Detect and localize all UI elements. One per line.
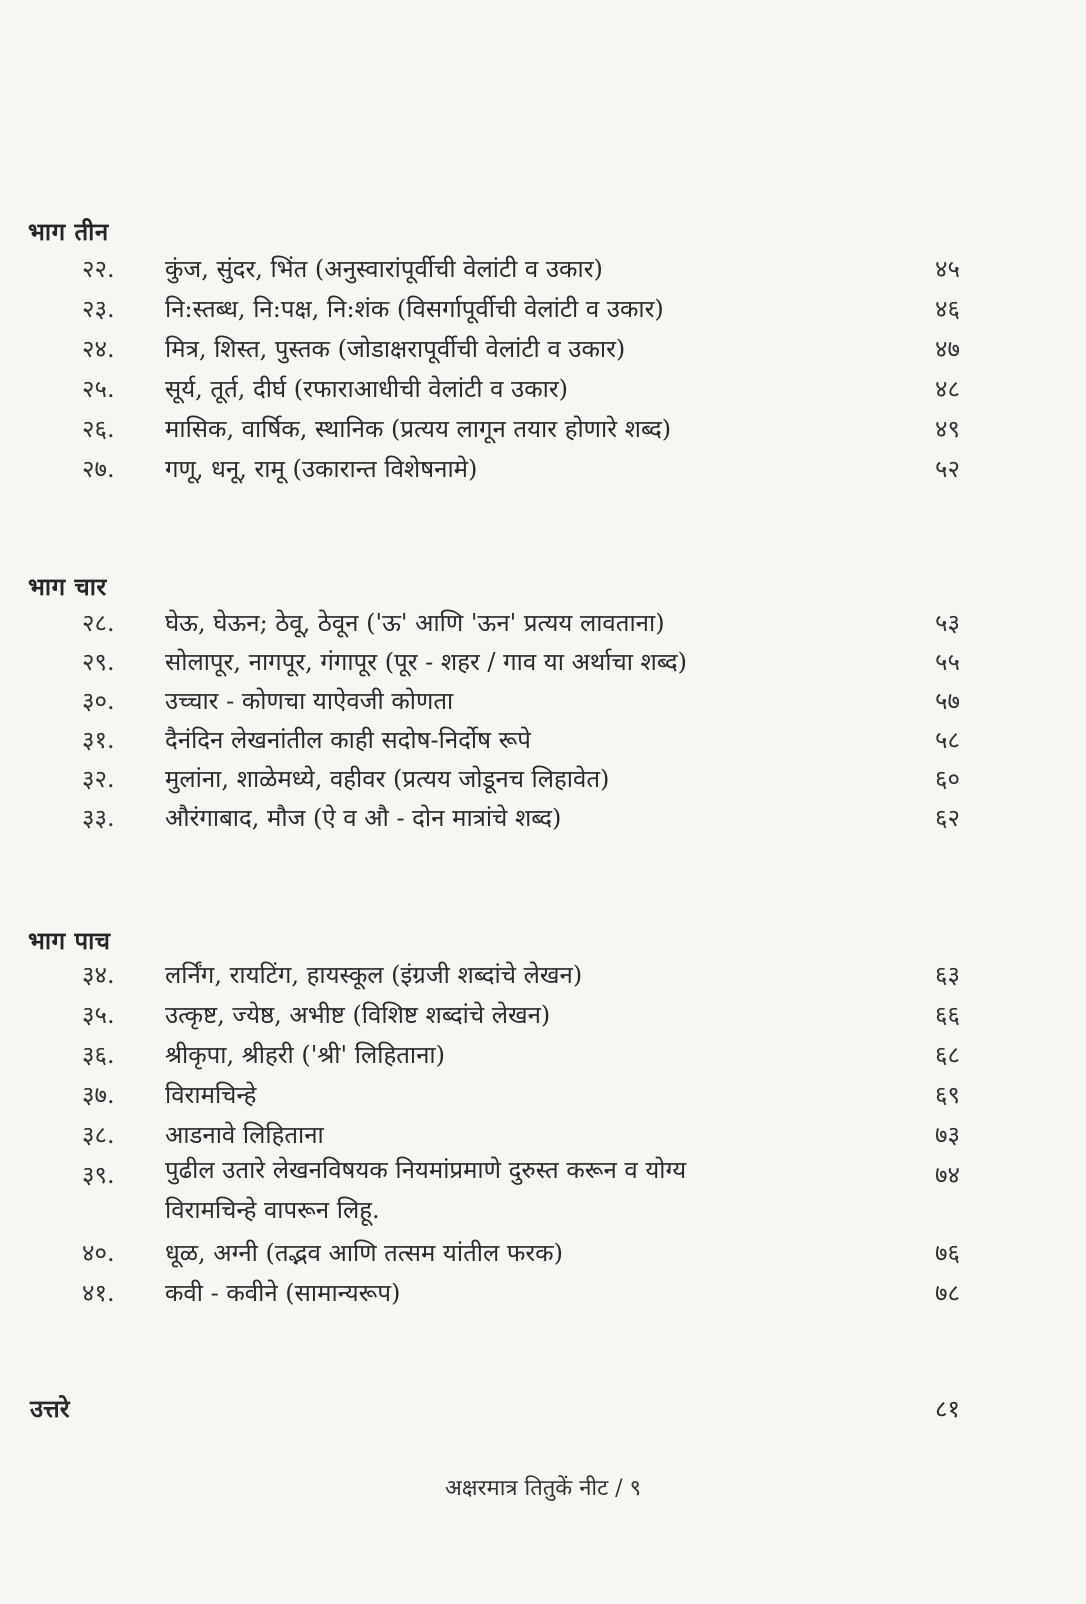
entry-number: ३१.: [82, 726, 115, 754]
entry-title: उत्कृष्ट, ज्येष्ठ, अभीष्ट (विशिष्ट शब्दांचे लेखन): [165, 1001, 551, 1029]
entry-title: गणू, धनू, रामू (उकारान्त विशेषनामे): [165, 455, 478, 483]
entry-title: मित्र, शिस्त, पुस्तक (जोडाक्षरापूर्वीची वेलांटी व उकार): [165, 335, 626, 363]
entry-number: २९.: [82, 648, 115, 676]
entry-page: ६९: [935, 1081, 960, 1109]
entry-title: लर्निंग, रायटिंग, हायस्कूल (इंग्रजी शब्दांचे लेखन): [165, 961, 583, 989]
entry-title: कवी - कवीने (सामान्यरूप): [165, 1279, 401, 1307]
toc-entry: [0, 1038, 1086, 1078]
entry-title: औरंगाबाद, मौज (ऐ व औ - दोन मात्रांचे शब्द): [165, 804, 562, 832]
entry-title: सोलापूर, नागपूर, गंगापूर (पूर - शहर / गाव या अर्थाचा शब्द): [165, 648, 687, 676]
entry-title: विरामचिन्हे: [165, 1081, 257, 1109]
entry-number: २३.: [82, 295, 115, 323]
toc-entry: [0, 606, 1086, 646]
toc-entry: [0, 801, 1086, 841]
answers-page: ८१: [935, 1395, 960, 1423]
entry-title: नि:स्तब्ध, नि:पक्ष, नि:शंक (विसर्गापूर्वीची वेलांटी व उकार): [165, 295, 664, 323]
entry-title: घेऊ, घेऊन; ठेवू, ठेवून ('ऊ' आणि 'ऊन' प्रत्यय लावताना): [165, 609, 665, 637]
entry-title: उच्चार - कोणचा याऐवजी कोणता: [165, 687, 454, 715]
toc-entry: [0, 332, 1086, 372]
entry-page: ४५: [935, 255, 960, 283]
entry-title: आडनावे लिहिताना: [165, 1121, 324, 1149]
entry-title: पुढील उतारे लेखनविषयक नियमांप्रमाणे दुरुस्त करून व योग्य विरामचिन्हे वापरून लिहू.: [165, 1156, 687, 1224]
entry-page: ४६: [935, 295, 960, 323]
entry-page: ६६: [935, 1001, 960, 1029]
entry-number: ३३.: [82, 804, 115, 832]
entry-page: ५७: [935, 687, 960, 715]
section-title: भाग तीन: [28, 217, 109, 246]
answers-label: उत्तरे: [30, 1394, 70, 1423]
entry-number: ३६.: [82, 1041, 115, 1069]
entry-page: ४७: [935, 335, 960, 363]
entry-number: ३४.: [82, 961, 115, 989]
entry-number: ४१.: [82, 1279, 115, 1307]
entry-title: दैनंदिन लेखनांतील काही सदोष-निर्दोष रूपे: [165, 726, 531, 754]
entry-title: धूळ, अग्नी (तद्भव आणि तत्सम यांतील फरक): [165, 1239, 563, 1267]
toc-entry: [0, 762, 1086, 802]
entry-page: ६०: [935, 765, 960, 793]
entry-number: ३५.: [82, 1001, 115, 1029]
entry-number: ३७.: [82, 1081, 115, 1109]
entry-page: ५३: [935, 609, 960, 637]
entry-title: श्रीकृपा, श्रीहरी ('श्री' लिहिताना): [165, 1041, 445, 1069]
toc-entry: [0, 684, 1086, 724]
entry-page: ७६: [935, 1239, 960, 1267]
entry-page: ५८: [935, 726, 960, 754]
entry-number: ३८.: [82, 1121, 115, 1149]
entry-page: ४९: [935, 415, 960, 443]
entry-title: मुलांना, शाळेमध्ये, वहीवर (प्रत्यय जोडूनच लिहावेत): [165, 765, 610, 793]
entry-number: २५.: [82, 375, 115, 403]
entry-page: ६२: [935, 804, 960, 832]
toc-entry: [0, 252, 1086, 292]
toc-entry: [0, 412, 1086, 452]
entry-number: २६.: [82, 415, 115, 443]
entry-number: २४.: [82, 335, 115, 363]
toc-entry: [0, 645, 1086, 685]
toc-entry: [0, 452, 1086, 492]
entry-page: ६८: [935, 1041, 960, 1069]
section-title: भाग पाच: [28, 926, 111, 955]
entry-number: २८.: [82, 609, 115, 637]
toc-entry: [0, 292, 1086, 332]
entry-title: सूर्य, तूर्त, दीर्घ (रफाराआधीची वेलांटी व उकार): [165, 375, 569, 403]
entry-page: ७८: [935, 1279, 960, 1307]
toc-entry: [0, 1078, 1086, 1118]
entry-page: ५२: [935, 455, 960, 483]
entry-page: ७३: [935, 1121, 960, 1149]
entry-number: ३२.: [82, 765, 115, 793]
entry-number: ३०.: [82, 687, 115, 715]
entry-page: ५५: [935, 648, 960, 676]
entry-page: ४८: [935, 375, 960, 403]
section-title: भाग चार: [28, 572, 107, 601]
toc-entry: [0, 1158, 1086, 1238]
toc-entry: [0, 372, 1086, 412]
entry-number: २२.: [82, 255, 115, 283]
toc-entry: [0, 1236, 1086, 1276]
entry-title: कुंज, सुंदर, भिंत (अनुस्वारांपूर्वीची वेलांटी व उकार): [165, 255, 603, 283]
toc-entry: [0, 1276, 1086, 1316]
entry-title: मासिक, वार्षिक, स्थानिक (प्रत्यय लागून तयार होणारे शब्द): [165, 415, 672, 443]
entry-page: ६३: [935, 961, 960, 989]
answers-entry: [0, 1392, 1086, 1432]
entry-number: ३९.: [82, 1161, 115, 1189]
entry-number: २७.: [82, 455, 115, 483]
toc-entry: [0, 998, 1086, 1038]
toc-entry: [0, 723, 1086, 763]
page-footer: अक्षरमात्र तितुकें नीट / ९: [444, 1476, 642, 1501]
entry-number: ४०.: [82, 1239, 115, 1267]
entry-page: ७४: [935, 1161, 960, 1189]
toc-entry: [0, 958, 1086, 998]
